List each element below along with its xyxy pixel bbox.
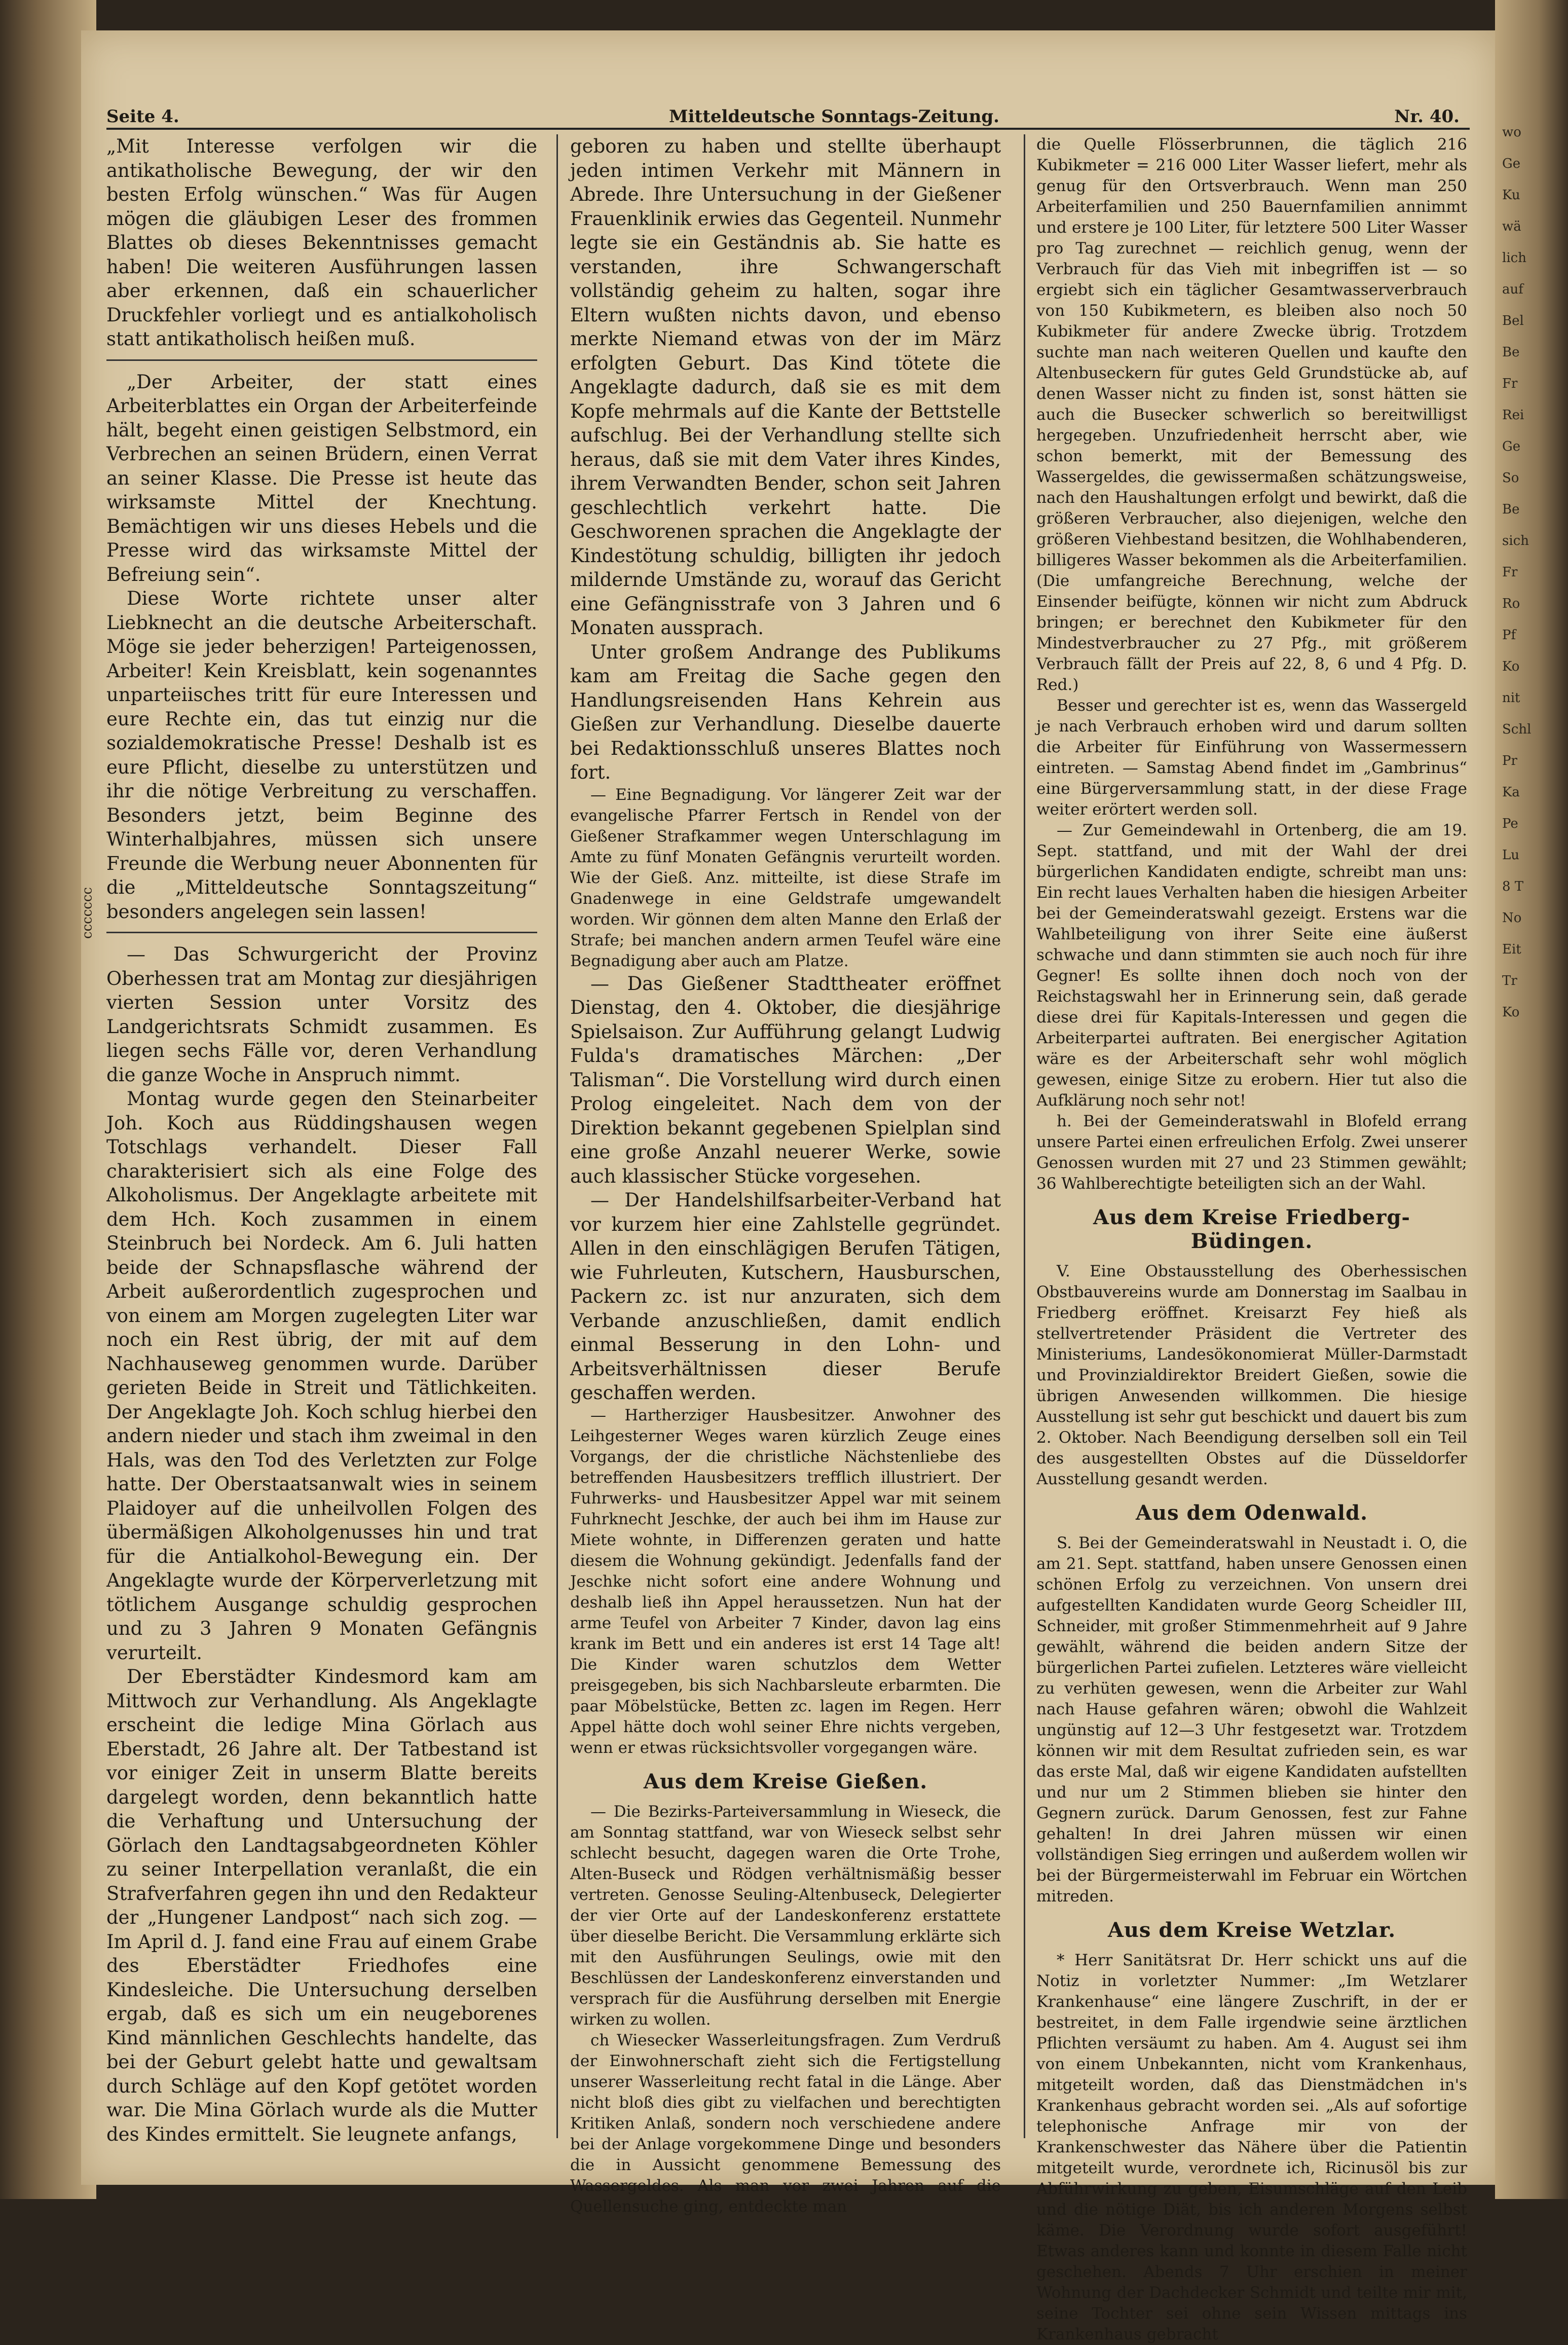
fragment-line: wä	[1502, 219, 1521, 234]
article-paragraph: — Zur Gemeindewahl in Ortenberg, die am 19. Sept. stattfand, und mit der Wahl der drei bürgerlichen Kandidaten endigte, schreibt man uns: Ein recht laues Verhalten haben die hiesigen Arbeiter bei der Gemeinderatswahl gezeigt. Erstens war die Wahlbeteiligung von ihrer Seite eine äußerst schwache und dann stimmten sie auch noch für ihre Gegner! Es sollte ihnen doch noch von der Reichstagswahl her in Erinnerung sein, daß gerade diese drei für Kapitals-Interessen und gegen die Arbeiterpartei auftraten. Bei energischer Agitation wäre es der Arbeiterschaft sehr wohl möglich gewesen, einige Sitze zu erobern. Hier tut also die Aufklärung noch sehr not!	[1036, 821, 1467, 1110]
page-number: Seite 4.	[106, 106, 179, 127]
fragment-line: Bel	[1502, 313, 1524, 328]
section-heading: Aus dem Odenwald.	[1135, 1501, 1368, 1525]
article-paragraph: Unter großem Andrange des Publikums kam am Freitag die Sache gegen den Handlungsreisenden Hans Kehrein aus Gießen zur Verhandlung. Dieselbe dauerte bei Redaktionsschluß unseres Blattes noch fort.	[570, 641, 1001, 783]
article-paragraph: S. Bei der Gemeinderatswahl in Neustadt i. O, die am 21. Sept. stattfand, haben unsere Genossen einen schönen Erfolg zu verzeichnen. Von unsern drei aufgestellten Kandidaten wurde Georg Scheidler III, Schneider, mit großer Stimmenmehrheit auf 9 Jahre gewählt, während die beiden andern Sitze der bürgerlichen Partei zufielen. Letzteres wäre vielleicht zu verhüten gewesen, wenn die Arbeiter zur Wahl nach Hause gefahren wären; obwohl die Wahlzeit ungünstig auf 12—3 Uhr festgesetzt war. Trotzdem können wir mit dem Resultat zufrieden sein, es war das erste Mal, daß wir eigene Kandidaten aufstellten und nur um 2 Stimmen blieben sie hinter den Gegnern zurück. Darum Genossen, fest zur Fahne gehalten! In drei Jahren müssen wir einen vollständigen Sieg erringen und außerdem wollen wir bei der Bürgermeisterwahl im Februar ein Wörtchen mitreden.	[1036, 1534, 1467, 1906]
article-paragraph: „Der Arbeiter, der statt eines Arbeiterblattes ein Organ der Arbeiterfeinde hält, begeht einen geistigen Selbstmord, ein Verbrechen an seinen Brüdern, einen Verrat an seiner Klasse. Die Presse ist heute das wirksamste Mittel der Knechtung. Bemächtigen wir uns dieses Hebels und die Presse wird das wirksamste Mittel der Befreiung sein“.	[106, 371, 537, 585]
fragment-line: sich	[1502, 533, 1529, 548]
fragment-line: Ka	[1502, 785, 1520, 800]
column-rule	[1024, 134, 1025, 2138]
left-margin-marks: ɔɔɔɔɔɔɔ	[81, 887, 96, 939]
article-paragraph: ch Wiesecker Wasserleitungsfragen. Zum Verdruß der Einwohnerschaft zieht sich die Fertigstellung unserer Wasserleitung recht fatal in die Länge. Aber nicht bloß dies gibt zu vielfachen und berechtigten Kritiken Anlaß, sondern noch verschiedene andere bei der Anlage vorgekommene Dinge und besonders die in Aussicht genommene Bemessung des Wassergeldes. Als man vor zwei Jahren auf die Quellensuche ging, entdeckte man	[570, 2031, 1001, 2216]
fragment-line: auf	[1502, 282, 1523, 297]
article-paragraph: — Das Schwurgericht der Provinz Oberhessen trat am Montag zur diesjährigen vierten Session unter Vorsitz des Landgerichtsrats Schmidt zusammen. Es liegen sechs Fälle vor, deren Verhandlung die ganze Woche in Anspruch nimmt.	[106, 943, 537, 1086]
article-paragraph: Diese Worte richtete unser alter Liebknecht an die deutsche Arbeiterschaft. Möge sie jeder beherzigen! Parteigenossen, Arbeiter! Kein Kreisblatt, kein sogenanntes unparteiisches tritt für eure Interessen und eure Rechte ein, das tut einzig nur die sozialdemokratische Presse! Deshalb ist es eure Pflicht, dieselbe zu unterstützen und ihr die nötige Verbreitung zu verschaffen. Besonders jetzt, beim Beginne des Winterhalbjahres, müssen sich unsere Freunde die Werbung neuer Abonnenten für die „Mitteldeutsche Sonntagszeitung“ besonders angelegen sein lassen!	[106, 588, 537, 923]
fragment-line: Ko	[1502, 1005, 1520, 1020]
article-paragraph: Besser und gerechter ist es, wenn das Wassergeld je nach Verbrauch erhoben wird und darum sollten die Arbeiter für Einführung von Wassermessern eintreten. — Samstag Abend findet im „Gambrinus“ eine Bürgerversammlung statt, in der diese Frage weiter erörtert werden soll.	[1036, 697, 1467, 819]
article-paragraph: — Die Bezirks-Parteiversammlung in Wieseck, die am Sonntag stattfand, war von Wieseck selbst sehr schlecht besucht, dagegen waren die Orte Trohe, Alten-Buseck und Rödgen verhältnismäßig besser vertreten. Genosse Seuling-Altenbuseck, Delegierter der vier Orte auf der Landeskonferenz erstattete über dieselbe Bericht. Die Versammlung erklärte sich mit den Ausführungen Seulings, owie mit den Beschlüssen der Landeskonferenz einverstanden und versprach für die Ausführung derselben mit Energie wirken zu wollen.	[570, 1802, 1001, 2029]
fragment-line: Lu	[1502, 848, 1520, 863]
header-rule	[106, 128, 1470, 130]
fragment-line: nit	[1502, 690, 1520, 706]
issue-number: Nr. 40.	[1394, 106, 1460, 127]
section-heading: Aus dem Kreise Wetzlar.	[1107, 1918, 1396, 1942]
article-paragraph: „Mit Interesse verfolgen wir die antikatholische Bewegung, der wir den besten Erfolg wünschen.“ Was für Augen mögen die gläubigen Leser des frommen Blattes ob dieses Bekenntnisses gemacht haben! Die weiteren Ausführungen lassen aber erkennen, daß ein schauerlicher Druckfehler vorliegt und es antialkoholisch statt antikatholisch heißen muß.	[106, 135, 537, 350]
separator	[106, 932, 537, 933]
fragment-line: Schl	[1502, 722, 1532, 737]
newspaper-title: Mitteldeutsche Sonntags-Zeitung.	[669, 106, 999, 127]
column-2	[570, 134, 1001, 2216]
fragment-line: Ge	[1502, 156, 1521, 171]
article-paragraph: Der Eberstädter Kindesmord kam am Mittwoch zur Verhandlung. Als Angeklagte erscheint die ledige Mina Görlach aus Eberstadt, 26 Jahre alt. Der Tatbestand ist vor einiger Zeit in unserm Blatte bereits dargelegt worden, denn bekanntlich hatte die Verhaftung und Untersuchung der Görlach den Landtagsabgeordneten Köhler zu seiner Interpellation veranlaßt, die ein Strafverfahren gegen ihn und den Redakteur der „Hungener Landpost“ nach sich zog. — Im April d. J. fand eine Frau auf einem Grabe des Eberstädter Friedhofes eine Kindesleiche. Die Untersuchung derselben ergab, daß es sich um ein neugeborenes Kind männlichen Geschlechts handelte, das bei der Geburt gelebt hatte und gewaltsam durch Schläge auf den Kopf getötet worden war. Die Mina Görlach wurde als die Mutter des Kindes ermittelt. Sie leugnete anfangs,	[106, 1666, 537, 2145]
section-heading: Aus dem Kreise Gießen.	[643, 1769, 928, 1793]
column-1	[106, 134, 537, 2145]
article-paragraph: h. Bei der Gemeinderatswahl in Blofeld errang unsere Partei einen erfreulichen Erfolg. Zwei unserer Genossen wurden mit 27 und 23 Stimmen gewählt; 36 Wahlberechtigte beteiligten sich an der Wahl.	[1036, 1112, 1467, 1193]
column-rule	[556, 134, 558, 2138]
fragment-line: Fr	[1502, 565, 1518, 580]
article-paragraph: * Herr Sanitätsrat Dr. Herr schickt uns auf die Notiz in vorletzter Nummer: „Im Wetzlarer Krankenhause“ eine längere Zuschrift, in der er bestreitet, in dem Falle irgendwie seine ärztlichen Pflichten versäumt zu haben. Am 4. August sei ihm von einem Unbekannten, nicht vom Krankenhaus, mitgeteilt worden, daß das Dienstmädchen in's Krankenhaus gebracht worden sei. „Als auf sofortige telephonische Anfrage mir von der Krankenschwester das Nähere über die Patientin mitgeteilt wurde, verordnete ich, Ricinusöl bis zur Abführwirkung zu geben, Eisumschläge auf den Leib und die nötige Diät, bis ich anderen Morgens selbst käme. Die Verordnung wurde sofort ausgeführt! Etwas anderes kann und konnte in diesem Falle nicht geschehen. Abends 7 Uhr erschien in meiner Wohnung der Dachdecker Schmidt und teilte mir mit, seine Tochter sei ohne sein Wissen mittags ins Krankenhaus gebracht	[1036, 1951, 1467, 2343]
fragment-line: Fr	[1502, 376, 1518, 391]
fragment-line: So	[1502, 470, 1519, 486]
next-page-edge	[1495, 0, 1568, 2199]
fragment-line: Tr	[1502, 973, 1517, 988]
next-page-fragments	[1495, 0, 1568, 1028]
article-paragraph: Montag wurde gegen den Steinarbeiter Joh. Koch aus Rüddingshausen wegen Totschlags verhandelt. Dieser Fall charakterisiert sich als eine Folge des Alkoholismus. Der Angeklagte arbeitete mit dem Hch. Koch zusammen in einem Steinbruch bei Nordeck. Am 6. Juli hatten beide der Schnapsflasche während der Arbeit außerordentlich zugesprochen und von einem am Morgen zugelegten Liter war noch ein Rest übrig, der mit auf dem Nachhauseweg genommen wurde. Darüber gerieten Beide in Streit und Tätlichkeiten. Der Angeklagte Joh. Koch schlug hierbei den andern nieder und stach ihm zweimal in den Hals, was den Tod des Verletzten zur Folge hatte. Der Oberstaatsanwalt wies in seinem Plaidoyer auf die unheilvollen Folgen des übermäßigen Alkoholgenusses hin und trat für die Antialkohol-Bewegung ein. Der Angeklagte wurde der Körperverletzung mit tötlichem Ausgange schuldig gesprochen und zu 3 Jahren 9 Monaten Gefängnis verurteilt.	[106, 1088, 537, 1664]
fragment-line: No	[1502, 910, 1522, 926]
article-paragraph: — Eine Begnadigung. Vor längerer Zeit war der evangelische Pfarrer Fertsch in Rendel von der Gießener Strafkammer wegen Unterschlagung im Amte zu fünf Monaten Gefängnis verurteilt worden. Wie der Gieß. Anz. mitteilte, ist diese Strafe im Gnadenwege in eine Geldstrafe umgewandelt worden. Wir gönnen dem alten Manne den Erlaß der Strafe; bei manchen andern armen Teufel wäre eine Begnadigung aber auch am Platze.	[570, 785, 1001, 970]
article-paragraph: — Hartherziger Hausbesitzer. Anwohner des Leihgesterner Weges waren kürzlich Zeuge eines Vorgangs, der die christliche Nächstenliebe des betreffenden Hausbesitzers trefflich illustriert. Der Fuhrwerks- und Hausbesitzer Appel war mit seinem Fuhrknecht Jeschke, der auch bei ihm im Hause zur Miete wohnte, in Differenzen geraten und hatte diesem die Wohnung gekündigt. Jedenfalls fand der Jeschke nicht sofort eine andere Wohnung und deshalb ließ ihn Appel heraussetzen. Nun hat der arme Teufel von Arbeiter 7 Kinder, davon lag eins krank im Bett und ein anderes ist erst 14 Tage alt! Die Kinder waren schutzlos dem Wetter preisgegeben, bis sich Nachbarsleute erbarmten. Die paar Möbelstücke, Betten zc. lagen im Regen. Herr Appel hätte doch wohl seiner Ehre nichts vergeben, wenn er etwas rücksichtsvoller vorgegangen wäre.	[570, 1406, 1001, 1757]
fragment-line: wo	[1502, 125, 1521, 140]
section-heading: Aus dem Kreise Friedberg-Büdingen.	[1093, 1205, 1411, 1253]
fragment-line: Rei	[1502, 408, 1524, 423]
fragment-line: Ge	[1502, 439, 1521, 454]
page-header	[106, 101, 1470, 132]
article-paragraph: V. Eine Obstausstellung des Oberhessischen Obstbauvereins wurde am Donnerstag im Saalbau in Friedberg eröffnet. Kreisarzt Fey hieß als stellvertretender Präsident die Vertreter des Ministeriums, Landesökonomierat Müller-Darmstadt und Provinzialdirektor Breidert Gießen, sowie die übrigen Anwesenden willkommen. Die hiesige Ausstellung ist sehr gut beschickt und dauert bis zum 2. Oktober. Nach Beendigung derselben soll ein Teil des ausgestellten Obstes auf die Düsseldorfer Ausstellung gesandt werden.	[1036, 1262, 1467, 1488]
fragment-line: Be	[1502, 502, 1520, 517]
column-3	[1036, 134, 1467, 2343]
article-paragraph: — Der Handelshilfsarbeiter-Verband hat vor kurzem hier eine Zahlstelle gegründet. Allen in den einschlägigen Berufen Tätigen, wie Fuhrleuten, Kutschern, Hausburschen, Packern zc. ist nur anzuraten, sich dem Verbande anzuschließen, damit endlich einmal Besserung in den Lohn- und Arbeitsverhältnissen dieser Berufe geschaffen werden.	[570, 1189, 1001, 1404]
fragment-line: lich	[1502, 250, 1526, 266]
fragment-line: Eit	[1502, 942, 1521, 957]
fragment-line: Ko	[1502, 659, 1520, 674]
article-paragraph: — Das Gießener Stadttheater eröffnet Dienstag, den 4. Oktober, die diesjährige Spielsaison. Zur Aufführung gelangt Ludwig Fulda's dramatisches Märchen: „Der Talisman“. Die Vorstellung wird durch einen Prolog eingeleitet. Nach dem von der Direktion bekannt gegebenen Spielplan sind eine große Anzahl neuerer Werke, sowie auch klassischer Stücke vorgesehen.	[570, 972, 1001, 1187]
fragment-line: Ku	[1502, 188, 1520, 203]
separator	[106, 359, 537, 361]
fragment-line: Pf	[1502, 628, 1516, 643]
fragment-line: Pe	[1502, 816, 1518, 831]
fragment-line: Pr	[1502, 753, 1517, 768]
fragment-line: 8 T	[1502, 879, 1524, 894]
fragment-line: Ro	[1502, 596, 1520, 611]
article-paragraph: geboren zu haben und stellte überhaupt jeden intimen Verkehr mit Männern in Abrede. Ihre Untersuchung in der Gießener Frauenklinik erwies das Gegenteil. Nunmehr legte sie ein Geständnis ab. Sie hatte es verstanden, ihre Schwangerschaft vollständig geheim zu halten, sogar ihre Eltern wußten nichts davon, und ebenso merkte Niemand etwas von der im März erfolgten Geburt. Das Kind tötete die Angeklagte dadurch, daß sie es mit dem Kopfe mehrmals auf die Kante der Bettstelle aufschlug. Bei der Verhandlung stellte sich heraus, daß sie mit dem Vater ihres Kindes, ihrem Verwandten Bender, schon seit Jahren geschlechtlich verkehrt hatte. Die Geschworenen sprachen die Angeklagte der Kindestötung schuldig, billigten ihr jedoch mildernde Umstände zu, worauf das Gericht eine Gefängnisstrafe von 3 Jahren und 6 Monaten aussprach.	[570, 135, 1001, 639]
fragment-line: Be	[1502, 345, 1520, 360]
article-paragraph: die Quelle Flösserbrunnen, die täglich 216 Kubikmeter = 216 000 Liter Wasser liefert, mehr als genug für den Ortsverbrauch. Wenn man 250 Arbeiterfamilien und 250 Bauernfamilien annimmt und erstere je 100 Liter, für letztere 500 Liter Wasser pro Tag zurechnet — reichlich genug, wenn der Verbrauch für das Vieh mit inbegriffen ist — so ergiebt sich ein täglicher Gesamtwasserverbrauch von 150 Kubikmetern, es bleiben also noch 50 Kubikmeter für andere Zwecke übrig. Trotzdem suchte man nach weiteren Quellen und kaufte den Altenbuseckern für gutes Geld Grundstücke ab, auf denen Wasser nicht zu finden ist, sonst hätten sie auch die Busecker schwerlich so bereitwilligst hergegeben. Unzufriedenheit herrscht aber, wie schon bemerkt, mit der Bemessung des Wassergeldes, die gewissermaßen schätzungsweise, nach den Haushaltungen erfolgt und bewirkt, daß die größeren Verbraucher, also diejenigen, welche den größeren Viehbestand besitzen, die Wohlhabenderen, billigeres Wasser bekommen als die Arbeiterfamilien. (Die umfangreiche Berechnung, welche der Einsender beifügte, können wir nicht zum Abdruck bringen; er berechnet den Kubikmeter für den Mindestverbraucher zu 27 Pfg., mit größerem Verbrauch fällt der Preis auf 22, 8, 6 und 4 Pfg. D. Red.)	[1036, 135, 1467, 694]
